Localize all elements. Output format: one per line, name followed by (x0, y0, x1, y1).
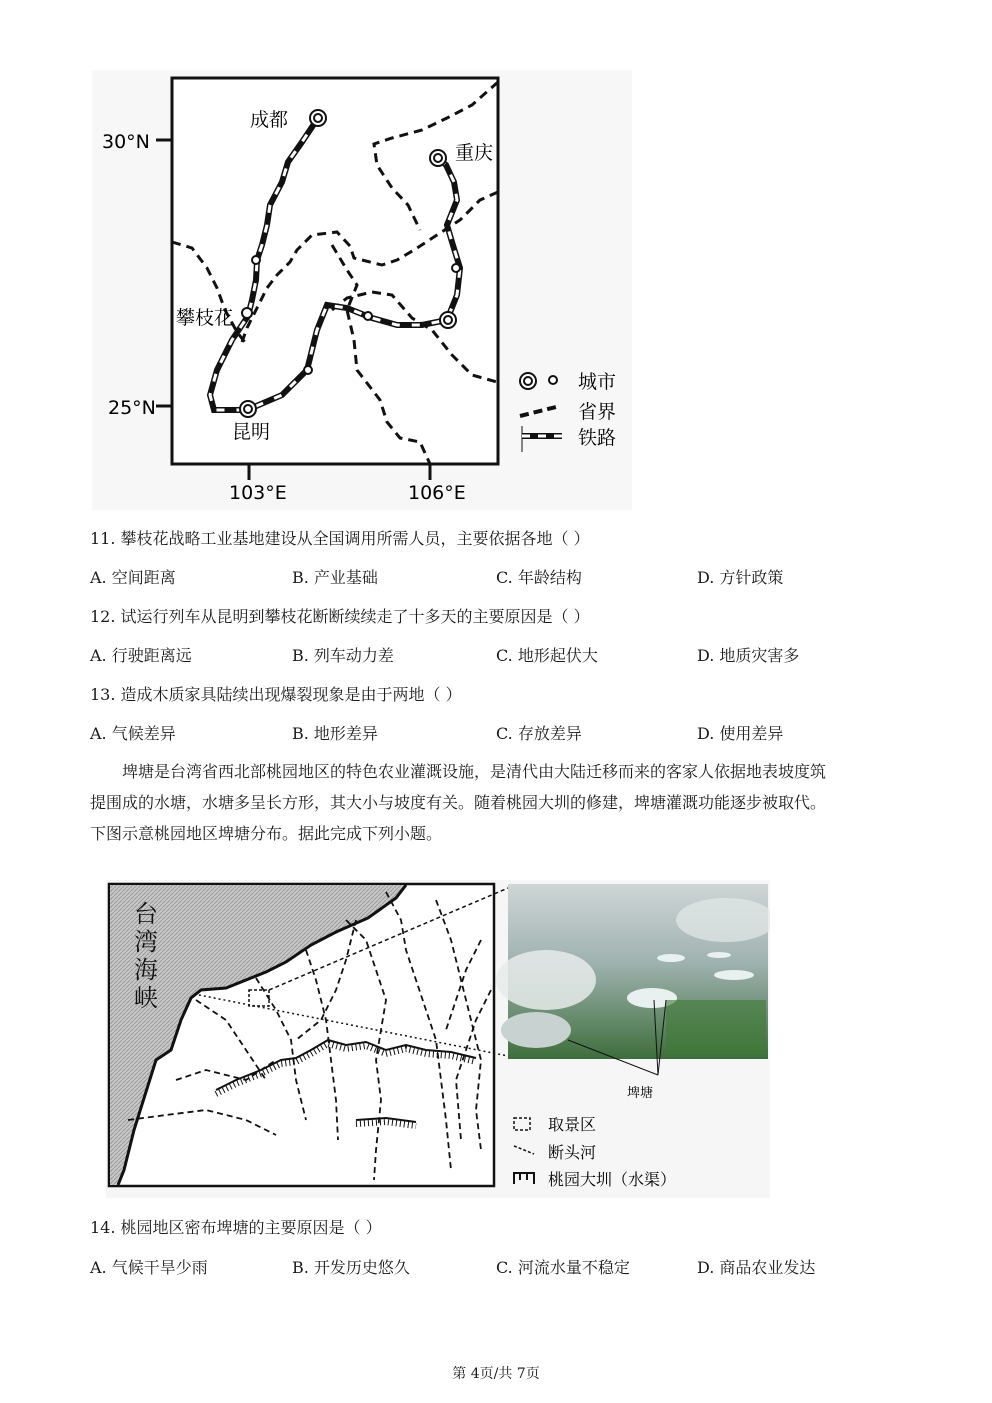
q11-option-a[interactable]: A. 空间距离 (90, 568, 176, 587)
q12-option-c[interactable]: C. 地形起伏大 (496, 646, 598, 665)
q12-option-d[interactable]: D. 地质灾害多 (697, 646, 800, 665)
city-label-chengdu: 成都 (250, 109, 289, 131)
strait-char-2: 湾 (134, 928, 158, 956)
question-11-stem: 11. 攀枝花战略工业基地建设从全国调用所需人员，主要依据各地（ ） (90, 529, 590, 548)
lon-106-label: 106°E (408, 482, 466, 504)
q14-option-d[interactable]: D. 商品农业发达 (697, 1258, 816, 1277)
city-label-chongqing: 重庆 (455, 142, 494, 164)
lat-30-label: 30°N (102, 131, 150, 153)
question-14-stem: 14. 桃园地区密布埤塘的主要原因是（ ） (90, 1218, 382, 1237)
q14-option-b[interactable]: B. 开发历史悠久 (292, 1258, 410, 1277)
legend-canal-label: 桃园大圳（水渠） (548, 1170, 677, 1189)
legend-river-label: 断头河 (548, 1143, 597, 1162)
passage-line-2: 提围成的水塘，水塘多呈长方形，其大小与坡度有关。随着桃园大圳的修建，埤塘灌溉功能逐步被取代。 (90, 793, 827, 812)
aerial-photo (496, 884, 770, 1059)
passage (90, 756, 905, 849)
city-label-panzhihua: 攀枝花 (176, 307, 234, 329)
map-frame (172, 78, 498, 464)
pond-label: 埤塘 (627, 1086, 654, 1101)
strait-char-3: 海 (134, 956, 158, 984)
q13-option-d[interactable]: D. 使用差异 (697, 724, 784, 743)
passage-line-1: 埤塘是台湾省西北部桃园地区的特色农业灌溉设施，是清代由大陆迁移而来的客家人依据地表坡度筑 (122, 762, 827, 781)
q14-option-a[interactable]: A. 气候干旱少雨 (90, 1258, 208, 1277)
lon-103-label: 103°E (229, 482, 287, 504)
legend-boundary-label: 省界 (578, 401, 617, 423)
railway-map (92, 70, 632, 510)
city-label-kunming: 昆明 (232, 421, 271, 443)
legend-area-label: 取景区 (548, 1115, 597, 1134)
strait-char-4: 峡 (134, 984, 158, 1012)
q11-option-b[interactable]: B. 产业基础 (292, 568, 378, 587)
q14-option-c[interactable]: C. 河流水量不稳定 (496, 1258, 630, 1277)
q12-option-b[interactable]: B. 列车动力差 (292, 646, 394, 665)
question-12-stem: 12. 试运行列车从昆明到攀枝花断断续续走了十多天的主要原因是（ ） (90, 607, 590, 626)
legend-city-label: 城市 (578, 371, 617, 393)
question-13-stem: 13. 造成木质家具陆续出现爆裂现象是由于两地（ ） (90, 685, 462, 704)
q11-option-c[interactable]: C. 年龄结构 (496, 568, 582, 587)
strait-char-1: 台 (134, 900, 158, 928)
taoyuan-map (106, 880, 770, 1198)
q13-option-b[interactable]: B. 地形差异 (292, 724, 378, 743)
page-footer: 第 4页/共 7页 (452, 1366, 540, 1382)
lat-25-label: 25°N (108, 397, 156, 419)
q13-option-c[interactable]: C. 存放差异 (496, 724, 582, 743)
q13-option-a[interactable]: A. 气候差异 (90, 724, 176, 743)
passage-line-3: 下图示意桃园地区埤塘分布。据此完成下列小题。 (90, 824, 443, 843)
legend-railway-label: 铁路 (578, 427, 617, 449)
q11-option-d[interactable]: D. 方针政策 (697, 568, 784, 587)
q12-option-a[interactable]: A. 行驶距离远 (90, 646, 192, 665)
